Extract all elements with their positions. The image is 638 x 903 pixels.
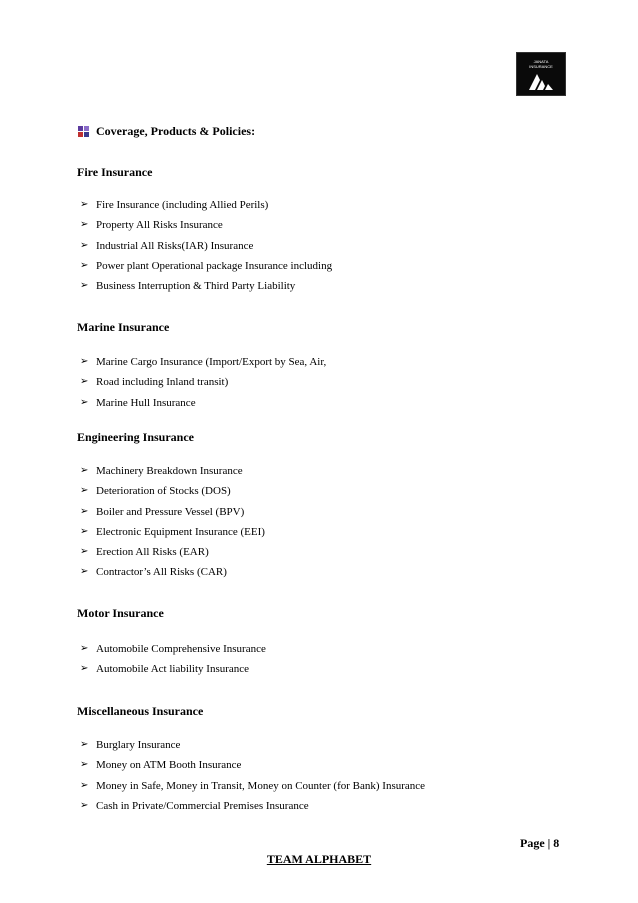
main-heading-text: Coverage, Products & Policies: (96, 124, 256, 138)
list-item (80, 776, 425, 796)
page-number: Page | 8 (520, 836, 560, 850)
arrow-bullet-icon: ➢ (80, 259, 89, 271)
arrow-bullet-icon: ➢ (80, 199, 89, 210)
logo-line-1: JANATA (533, 59, 549, 64)
list-item-text: Marine Cargo Insurance (Import/Export by Sea, Air, (96, 356, 327, 368)
list-item (80, 562, 265, 582)
list-item (80, 393, 326, 413)
list-item (80, 735, 425, 755)
arrow-bullet-icon: ➢ (80, 485, 89, 497)
company-logo (516, 52, 566, 96)
list-item (80, 481, 265, 501)
arrow-bullet-icon: ➢ (80, 219, 89, 231)
list-item (80, 276, 332, 296)
list-item-text: Road including Inland transit) (96, 376, 229, 389)
section-title-fire: Fire Insurance (77, 165, 153, 179)
main-heading (78, 124, 255, 139)
list-item-text: Fire Insurance (including Allied Perils) (96, 199, 269, 211)
list-item (80, 236, 332, 256)
arrow-bullet-icon: ➢ (80, 799, 89, 811)
list-item (80, 522, 265, 542)
list-item-text: Power plant Operational package Insurance including (96, 259, 333, 272)
arrow-bullet-icon: ➢ (80, 376, 89, 388)
list-item-text: Burglary Insurance (96, 739, 181, 751)
list-miscellaneous (80, 735, 425, 816)
arrow-bullet-icon: ➢ (80, 759, 89, 771)
arrow-bullet-icon: ➢ (80, 465, 89, 476)
arrow-bullet-icon: ➢ (80, 739, 89, 750)
list-item (80, 215, 332, 235)
section-title-miscellaneous: Miscellaneous Insurance (77, 704, 204, 718)
list-item-text: Boiler and Pressure Vessel (BPV) (96, 505, 245, 518)
list-item-text: Business Interruption & Third Party Liability (96, 280, 296, 293)
list-item-text: Cash in Private/Commercial Premises Insurance (96, 799, 309, 812)
list-item (80, 461, 265, 481)
list-item (80, 352, 326, 372)
arrow-bullet-icon: ➢ (80, 779, 89, 791)
section-title-marine: Marine Insurance (77, 320, 170, 334)
section-title-engineering: Engineering Insurance (77, 430, 195, 444)
arrow-bullet-icon: ➢ (80, 663, 89, 675)
list-item-text: Electronic Equipment Insurance (EEI) (96, 525, 265, 538)
arrow-bullet-icon: ➢ (80, 396, 89, 408)
list-item-text: Automobile Act liability Insurance (96, 663, 250, 676)
list-marine (80, 352, 326, 413)
list-item-text: Property All Risks Insurance (96, 219, 223, 232)
list-item-text: Marine Hull Insurance (96, 396, 196, 409)
footer-team-name: TEAM ALPHABET (266, 852, 372, 866)
list-engineering (80, 461, 265, 583)
list-item-text: Industrial All Risks(IAR) Insurance (96, 239, 254, 252)
list-fire (80, 195, 332, 296)
logo-mark-icon (527, 71, 555, 91)
list-item (80, 195, 332, 215)
list-item-text: Automobile Comprehensive Insurance (96, 643, 266, 655)
arrow-bullet-icon: ➢ (80, 546, 89, 558)
list-item-text: Deterioration of Stocks (DOS) (96, 485, 231, 498)
list-item (80, 256, 332, 276)
list-item (80, 372, 326, 392)
logo-line-2: INSURANCE (529, 64, 553, 69)
list-item (80, 659, 266, 679)
list-item-text: Machinery Breakdown Insurance (96, 465, 243, 477)
arrow-bullet-icon: ➢ (80, 356, 89, 367)
list-item-text: Money on ATM Booth Insurance (96, 759, 242, 772)
arrow-bullet-icon: ➢ (80, 525, 89, 537)
list-item (80, 639, 266, 659)
list-item-text: Money in Safe, Money in Transit, Money on Counter (for Bank) Insurance (96, 779, 426, 792)
list-item (80, 502, 265, 522)
four-diamond-bullet-icon (78, 126, 89, 137)
arrow-bullet-icon: ➢ (80, 643, 89, 654)
arrow-bullet-icon: ➢ (80, 505, 89, 517)
list-motor (80, 639, 266, 680)
list-item-text: Contractor’s All Risks (CAR) (96, 566, 227, 579)
section-title-motor: Motor Insurance (77, 606, 164, 620)
list-item-text: Erection All Risks (EAR) (96, 546, 209, 559)
arrow-bullet-icon: ➢ (80, 280, 89, 292)
list-item (80, 796, 425, 816)
list-item (80, 542, 265, 562)
arrow-bullet-icon: ➢ (80, 239, 89, 251)
arrow-bullet-icon: ➢ (80, 566, 89, 578)
list-item (80, 755, 425, 775)
